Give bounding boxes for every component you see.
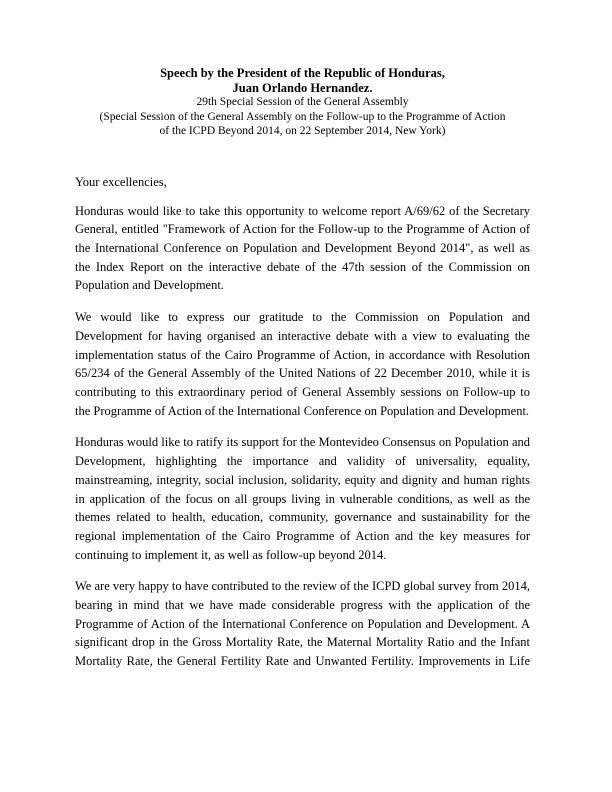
salutation-paragraph: Your excellencies, [75,174,167,189]
session-subtitle: 29th Special Session of the General Assembly [196,96,409,109]
session-detail-line-2: of the ICPD Beyond 2014, on 22 September 2014, New York) [159,125,446,138]
document-title-line-1: Speech by the President of the Republic of Honduras, [160,66,445,80]
session-detail-line-1: (Special Session of the General Assembly on the Follow-up to the Programme of Action [99,110,506,123]
body-paragraph-4: We are very happy to have contributed to the review of the ICPD global survey from 2014, bearing in mind that we have made considerable progress with the application of the Programme of Action of the International Conference on Population and Development. A significant drop in the Gross Mortality Rate, the Maternal Mortality Ratio and the Infant Mortality Rate, the General Fertility Rate and Unwanted Fertility. Improvements in Life [75,579,530,669]
document-header [75,66,530,139]
document-title-line-2: Juan Orlando Hernandez. [232,80,373,95]
body-paragraph-3: Honduras would like to ratify its support for the Montevideo Consensus on Population and Development, highlighting the importance and validity of universality, equality, mainstreaming, integrity, social inclusion, solidarity, equity and dignity and human rights in application of the focus on all groups living in vulnerable conditions, as well as the themes related to health, education, community, governance and sustainability for the regional implementation of the Cairo Programme of Action and the key measures for continuing to implement it, as well as follow-up beyond 2014. [75,435,530,562]
body-paragraph-1: Honduras would like to take this opportunity to welcome report A/69/62 of the Secretary General, entitled "Framework of Action for the Follow-up to the Programme of Action of the International Conference on Population and Development Beyond 2014", as well as the Index Report on the interactive debate of the 47th session of the Commission on Population and Development. [75,203,530,293]
document-body [75,173,530,671]
body-paragraph-2: We would like to express our gratitude to the Commission on Population and Development for having organised an interactive debate with a view to evaluating the implementation status of the Cairo Programme of Action, in accordance with Resolution 65/234 of the General Assembly of the United Nations of 22 December 2010, while it is contributing to this extraordinary period of General Assembly sessions on Follow-up to the Programme of Action of the International Conference on Population and Development. [75,310,530,418]
